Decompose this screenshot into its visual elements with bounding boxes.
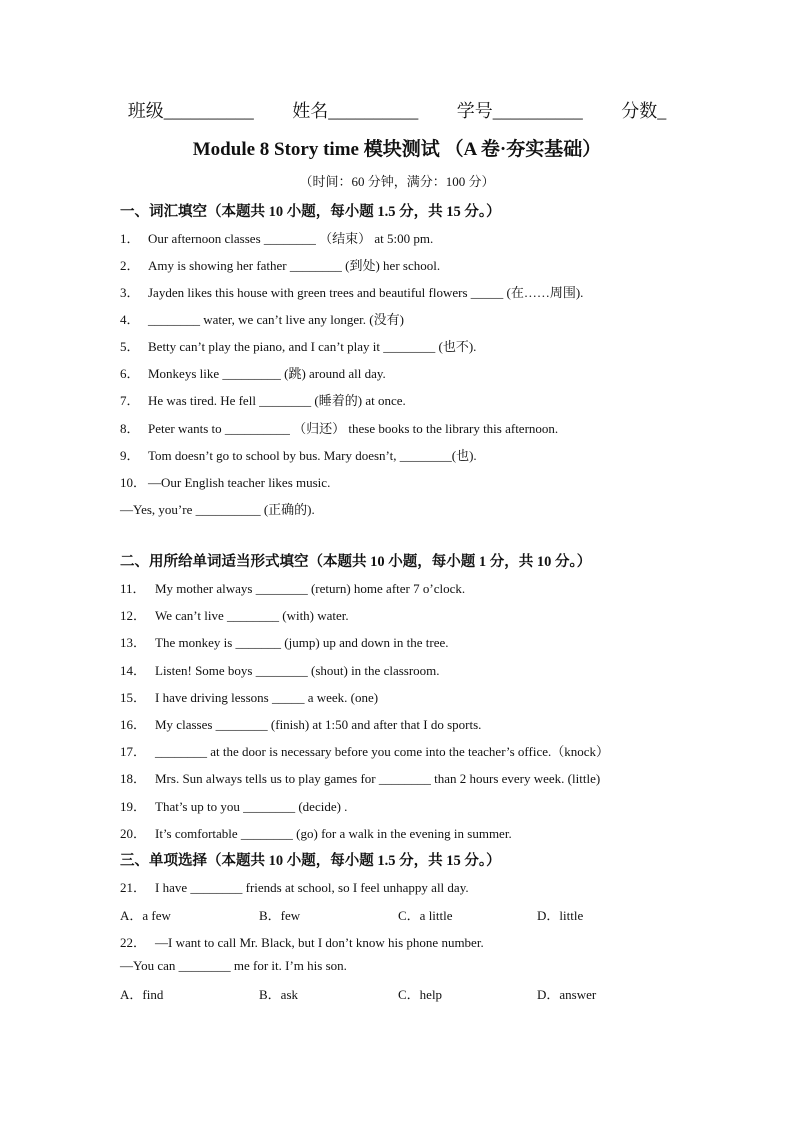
question-number: 2． [120,258,140,273]
question-text: Mrs. Sun always tells us to play games for ________ than 2 hours every week. (little) [155,771,601,786]
option-c: C．help [398,987,443,1002]
question-number: 17． [120,744,147,759]
section2-heading: 二、用所给单词适当形式填空（本题共 10 小题，每小题 1 分，共 10 分。） [120,554,592,570]
question-13 [120,632,449,651]
question-number: 4． [120,312,140,327]
question-10 [120,472,330,491]
question-text: We can’t live ________ (with) water. [155,608,349,623]
question-number: 11． [120,581,146,596]
question-text: Listen! Some boys ________ (shout) in the classroom. [155,663,440,678]
page-subtitle: （时间：60 分钟，满分：100 分） [299,174,495,189]
question-number: 6． [120,366,140,381]
question-21-options [120,905,676,924]
question-6 [120,363,386,382]
question-text: —Our English teacher likes music. [148,475,331,490]
question-text: My mother always ________ (return) home after 7 o’clock. [155,581,466,596]
score-field: 分数_ [621,101,667,121]
question-number: 1． [120,231,140,246]
question-number: 20． [120,826,147,841]
question-text: It’s comfortable ________ (go) for a walk in the evening in summer. [155,826,512,841]
option-c: C．a little [398,908,453,923]
question-number: 16． [120,717,147,732]
question-text: Our afternoon classes ________ （结束） at 5:00 pm. [148,231,434,246]
question-text: Tom doesn’t go to school by bus. Mary doesn’t, ________(也). [148,448,477,463]
question-5 [120,336,476,355]
question-12 [120,605,349,624]
question-14 [120,660,440,679]
question-18 [120,768,600,787]
question-9 [120,445,477,464]
question-text: Betty can’t play the piano, and I can’t play it ________ (也不). [148,339,477,354]
question-15 [120,687,378,706]
question-8 [120,418,558,437]
student-info-row [0,97,794,123]
question-number: 19． [120,799,147,814]
question-number: 14． [120,663,147,678]
option-d: D．answer [537,987,597,1002]
question-text: ________ at the door is necessary before you come into the teacher’s office.（knock） [155,744,610,759]
question-number: 22． [120,935,147,950]
question-22 [120,932,484,951]
question-4 [120,309,404,328]
question-number: 7． [120,393,140,408]
question-text: He was tired. He fell ________ (睡着的) at once. [148,393,406,408]
page-title: Module 8 Story time 模块测试 （A 卷·夯实基础） [192,139,602,160]
question-3 [120,282,583,301]
question-21 [120,877,469,896]
question-number: 21． [120,880,147,895]
question-number: 18． [120,771,147,786]
question-7 [120,390,406,409]
option-b: B．few [259,908,301,923]
question-text: Peter wants to __________ （归还） these books to the library this afternoon. [148,421,559,436]
question-text: Amy is showing her father ________ (到处) her school. [148,258,441,273]
question-text: ________ water, we can’t live any longer. (没有) [148,312,404,327]
question-22-options [120,984,676,1003]
question-number: 9． [120,448,140,463]
question-text: Jayden likes this house with green trees and beautiful flowers _____ (在……周围). [148,285,584,300]
question-2 [120,255,440,274]
question-text: I have driving lessons _____ a week. (one) [155,690,379,705]
name-field: 姓名__________ [292,101,419,121]
option-a: A．a few [120,908,171,923]
question-number: 10． [120,475,147,490]
option-d: D．little [537,908,584,923]
question-number: 8． [120,421,140,436]
section1-heading: 一、词汇填空（本题共 10 小题，每小题 1.5 分，共 15 分。） [120,204,501,220]
class-field: 班级__________ [127,101,254,121]
question-17 [120,741,609,760]
question-text: The monkey is _______ (jump) up and down in the tree. [155,635,449,650]
question-22-line2: —You can ________ me for it. I’m his son. [120,958,347,973]
question-text: My classes ________ (finish) at 1:50 and after that I do sports. [155,717,482,732]
question-1 [120,228,433,247]
question-number: 3． [120,285,140,300]
question-11 [120,578,465,597]
question-text: That’s up to you ________ (decide) . [155,799,348,814]
option-b: B．ask [259,987,299,1002]
question-number: 5． [120,339,140,354]
question-number: 12． [120,608,147,623]
question-19 [120,796,347,815]
question-number: 15． [120,690,147,705]
option-a: A．find [120,987,164,1002]
question-10-answer-line: —Yes, you’re __________ (正确的). [120,502,315,517]
section3-heading: 三、单项选择（本题共 10 小题，每小题 1.5 分，共 15 分。） [120,853,501,869]
question-number: 13． [120,635,147,650]
question-16 [120,714,481,733]
question-20 [120,823,512,842]
question-text: I have ________ friends at school, so I feel unhappy all day. [155,880,469,895]
student-id-field: 学号__________ [456,101,583,121]
question-text: Monkeys like _________ (跳) around all day. [148,366,386,381]
question-text: —I want to call Mr. Black, but I don’t know his phone number. [155,935,484,950]
